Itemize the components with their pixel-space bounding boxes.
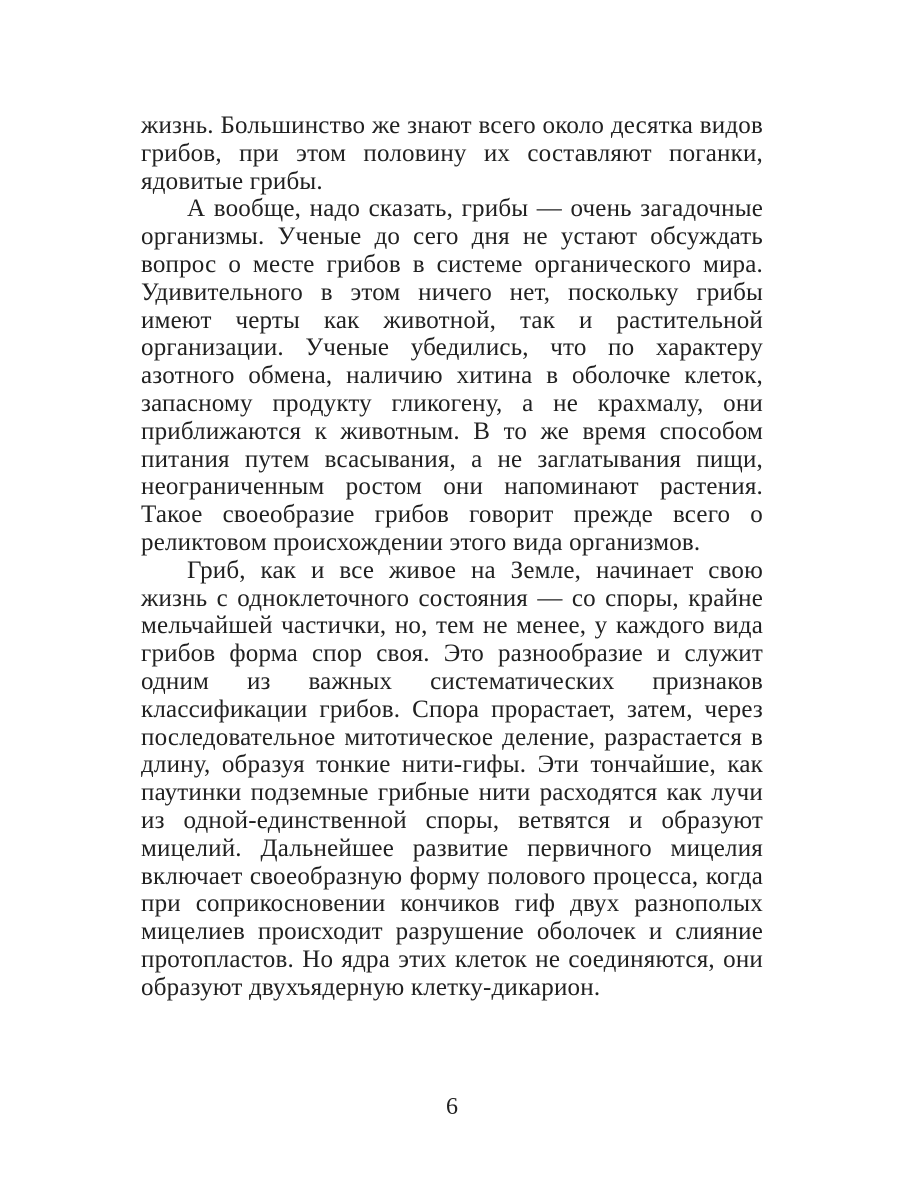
paragraph-1: жизнь. Большинство же знают всего около десятка видов грибов, при этом половину их составляют поганки, ядовитые грибы.: [141, 112, 763, 195]
paragraph-2: А вообще, надо сказать, грибы — очень загадочные организмы. Ученые до сего дня не устают обсуждать вопрос о месте грибов в системе органического мира. Удивительного в этом ничего нет, поскольку грибы имеют черты как животной, так и растительной организации. Ученые убедились, что по характеру азотного обмена, наличию хитина в оболочке клеток, запасному продукту гликогену, а не крахмалу, они приближаются к животным. В то же время способом питания путем всасывания, а не заглатывания пищи, неограниченным ростом они напоминают растения. Такое своеобразие грибов говорит прежде всего о реликтовом происхождении этого вида организмов.: [141, 195, 763, 556]
page-number: 6: [446, 1094, 458, 1120]
text-block: [141, 112, 763, 1002]
paragraph-3: Гриб, как и все живое на Земле, начинает свою жизнь с одноклеточного состояния — со споры, крайне мельчайшей частички, но, тем не менее, у каждого вида грибов форма спор своя. Это разнообразие и служит одним из важных систематических признаков классификации грибов. Спора прорастает, затем, через последовательное митотическое деление, разрастается в длину, образуя тонкие нити-гифы. Эти тончайшие, как паутинки подземные грибные нити расходятся как лучи из одной-единственной споры, ветвятся и образуют мицелий. Дальнейшее развитие первичного мицелия включает своеобразную форму полового процесса, когда при соприкосновении кончиков гиф двух разнополых мицелиев происходит разрушение оболочек и слияние протопластов. Но ядра этих клеток не соединяются, они образуют двухъядерную клетку-дикарион.: [141, 556, 763, 1001]
